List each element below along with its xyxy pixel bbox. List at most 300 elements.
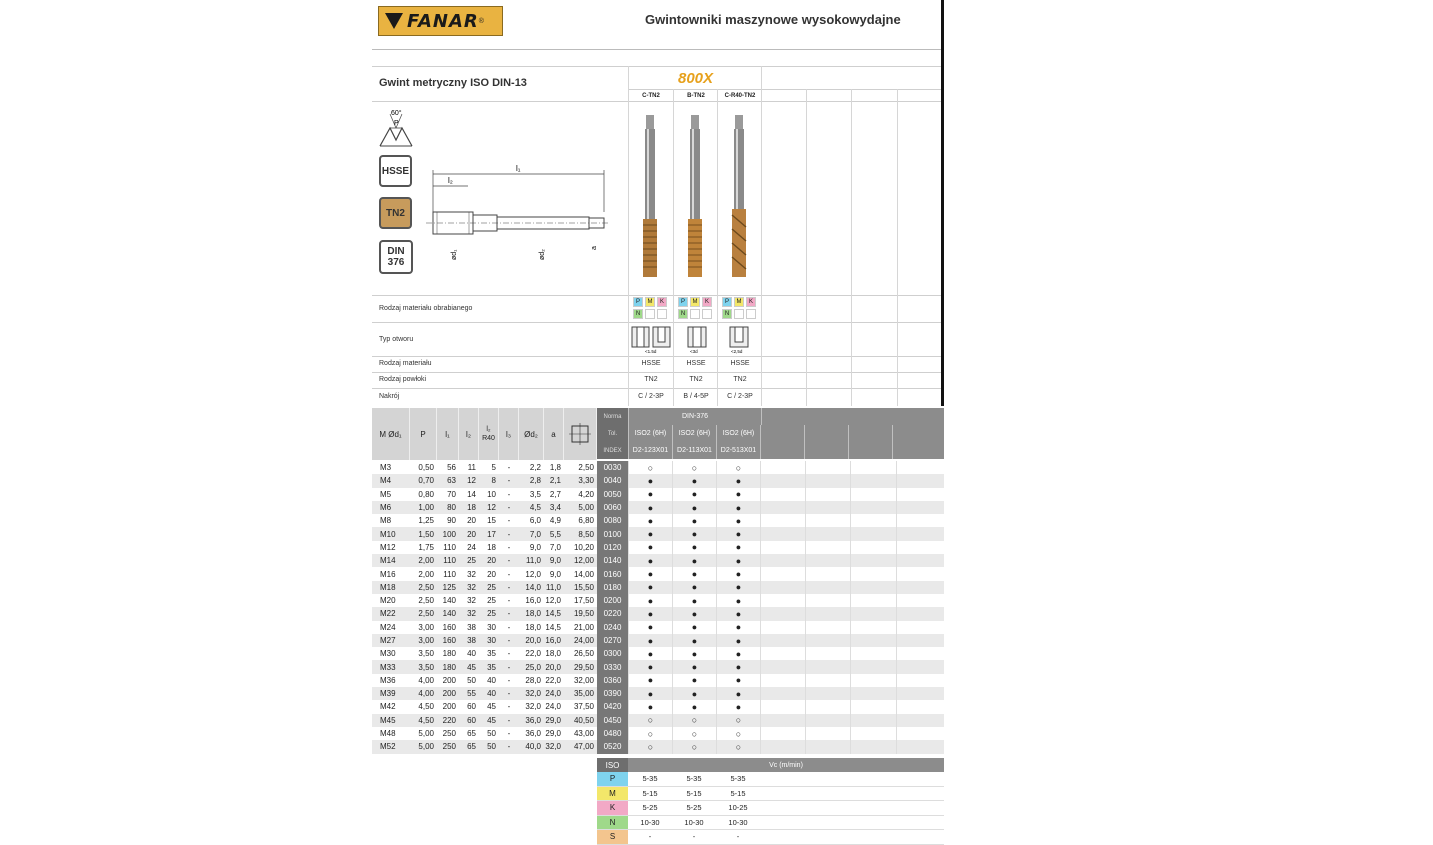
table-cell: M48 — [380, 729, 396, 739]
empty-cell — [805, 621, 850, 634]
empty-cell — [896, 554, 938, 567]
empty-cell — [760, 501, 805, 514]
availability-cell: ○ — [628, 461, 672, 474]
availability-cell: ● — [672, 621, 716, 634]
table-cell: 14,00 — [573, 569, 594, 579]
availability-cell: ● — [672, 687, 716, 700]
table-cell: 200 — [442, 689, 456, 699]
availability-cell: ● — [628, 687, 672, 700]
tolerance-3: ISO2 (6H) — [716, 425, 760, 442]
material-empty — [734, 309, 744, 319]
empty-cell — [896, 581, 938, 594]
availability-cell: ● — [672, 541, 716, 554]
availability-cell: ● — [716, 554, 760, 567]
table-cell: 11,0 — [526, 556, 541, 566]
empty-cell — [760, 700, 805, 713]
material-empty — [702, 309, 712, 319]
table-cell: 40 — [487, 675, 496, 685]
empty-cell — [850, 700, 896, 713]
table-cell: - — [507, 503, 511, 513]
empty-cell — [896, 647, 938, 660]
empty-cell — [760, 740, 805, 753]
chamfer-2: B / 4-5P — [683, 393, 709, 400]
empty-header — [804, 442, 848, 459]
empty-cell — [850, 647, 896, 660]
norma-label: Norma — [597, 408, 628, 425]
table-cell: 28,0 — [525, 675, 541, 685]
tool-code-1: C-TN2 — [642, 93, 660, 99]
table-row — [372, 554, 944, 567]
table-cell: M30 — [380, 649, 396, 659]
empty-cell — [850, 621, 896, 634]
empty-cell — [896, 621, 938, 634]
availability-cell: ● — [628, 594, 672, 607]
table-cell: 20,0 — [545, 662, 561, 672]
availability-cell: ● — [672, 674, 716, 687]
pitch-label: P — [394, 120, 399, 127]
divider — [372, 372, 941, 373]
empty-header — [761, 408, 944, 425]
tool-code-3: C-R40-TN2 — [724, 93, 756, 99]
empty-cell — [850, 527, 896, 540]
table-cell: 5,5 — [549, 529, 561, 539]
empty-cell — [760, 634, 805, 647]
table-cell: 32,0 — [525, 689, 541, 699]
material-empty — [746, 309, 756, 319]
table-cell: 50 — [487, 729, 496, 739]
availability-cell: ● — [716, 514, 760, 527]
empty-cell — [850, 674, 896, 687]
index-cell: 0520 — [597, 740, 628, 753]
empty-cell — [805, 527, 850, 540]
table-cell: - — [507, 636, 511, 645]
table-row — [372, 714, 944, 727]
empty-cell — [896, 714, 938, 727]
table-cell: 100 — [442, 529, 456, 539]
table-cell: M39 — [380, 689, 396, 699]
table-cell: 20 — [487, 556, 496, 566]
table-cell: M24 — [380, 622, 396, 632]
table-cell: 25 — [487, 582, 496, 592]
variant-table-header — [597, 408, 944, 459]
empty-cell — [850, 461, 896, 474]
column-line — [897, 89, 898, 406]
tolerance-2: ISO2 (6H) — [672, 425, 716, 442]
index-cell: 0330 — [597, 660, 628, 673]
index-cell: 0360 — [597, 674, 628, 687]
material-m: M — [645, 297, 655, 307]
din-badge: DIN 376 — [379, 240, 413, 274]
hole-type-icon-2 — [686, 326, 710, 354]
table-cell: 4,00 — [418, 689, 434, 699]
material-k: K — [746, 297, 756, 307]
table-row — [372, 674, 944, 687]
logo-text: FANAR — [407, 10, 479, 32]
divider — [372, 101, 941, 102]
d2-label: ød₂ — [539, 249, 546, 260]
availability-cell: ● — [628, 488, 672, 501]
table-cell: 24 — [467, 542, 476, 552]
cutting-speed-value: - — [736, 832, 740, 842]
empty-header — [804, 425, 848, 442]
availability-cell: ● — [628, 554, 672, 567]
empty-header — [848, 442, 892, 459]
index-cell: 0160 — [597, 567, 628, 580]
coating-3: TN2 — [733, 376, 747, 383]
table-row — [372, 634, 944, 647]
empty-cell — [850, 567, 896, 580]
dimension-table-body — [372, 461, 944, 754]
material-p: P — [722, 297, 732, 307]
table-cell: 32 — [467, 569, 476, 579]
empty-cell — [896, 660, 938, 673]
empty-cell — [805, 461, 850, 474]
table-cell: M6 — [380, 503, 392, 513]
availability-cell: ● — [628, 474, 672, 487]
index-cell: 0270 — [597, 634, 628, 647]
availability-cell: ● — [672, 660, 716, 673]
table-cell: 24,0 — [545, 702, 561, 712]
cutting-speed-table — [597, 758, 944, 845]
a-label: a — [591, 246, 598, 250]
availability-cell: ● — [628, 501, 672, 514]
document-title: Gwintowniki maszynowe wysokowydajne — [645, 12, 901, 27]
table-row — [372, 687, 944, 700]
logo-v-icon — [385, 13, 403, 29]
empty-cell — [896, 501, 938, 514]
prop-label-workpiece-material: Rodzaj materiału obrabianego — [379, 305, 473, 312]
table-row — [372, 527, 944, 540]
table-cell: 0,50 — [418, 463, 434, 473]
fanar-logo — [378, 6, 503, 36]
index-cell: 0200 — [597, 594, 628, 607]
empty-cell — [805, 514, 850, 527]
empty-cell — [805, 674, 850, 687]
availability-cell: ○ — [672, 461, 716, 474]
availability-cell: ○ — [672, 714, 716, 727]
table-cell: 18 — [487, 542, 496, 552]
table-cell: 10 — [487, 489, 496, 499]
table-cell: 12,00 — [573, 556, 594, 566]
table-cell: 40 — [487, 689, 496, 699]
availability-cell: ● — [672, 501, 716, 514]
d1-label: ød₁ — [451, 249, 458, 260]
table-cell: - — [507, 675, 511, 685]
table-cell: M20 — [380, 596, 396, 606]
availability-cell: ○ — [716, 714, 760, 727]
table-cell: - — [507, 622, 511, 632]
table-cell: 1,50 — [418, 529, 434, 539]
cutting-speed-rows — [597, 772, 944, 845]
table-cell: 2,50 — [418, 609, 434, 619]
material-n: N — [722, 309, 732, 319]
empty-cell — [760, 527, 805, 540]
empty-cell — [805, 687, 850, 700]
table-cell: - — [507, 516, 511, 526]
empty-cell — [896, 700, 938, 713]
empty-cell — [760, 647, 805, 660]
index-cell: 0390 — [597, 687, 628, 700]
vc-label: Vc (m/min) — [769, 761, 803, 769]
coating-1: TN2 — [644, 376, 658, 383]
material-k: K — [702, 297, 712, 307]
empty-cell — [850, 634, 896, 647]
table-cell: 70 — [447, 489, 456, 499]
table-cell: 3,00 — [418, 636, 434, 645]
availability-cell: ● — [628, 567, 672, 580]
table-row — [372, 621, 944, 634]
table-cell: 16,0 — [545, 636, 561, 645]
chamfer-3: C / 2-3P — [727, 393, 753, 400]
table-cell: 6,80 — [578, 516, 594, 526]
table-cell: 140 — [442, 596, 456, 606]
table-row — [372, 474, 944, 487]
table-cell: - — [507, 489, 511, 499]
table-cell: 35 — [487, 662, 496, 672]
table-cell: 14,0 — [525, 582, 541, 592]
table-cell: - — [507, 542, 511, 552]
empty-cell — [850, 501, 896, 514]
page-border — [941, 0, 944, 406]
empty-cell — [760, 687, 805, 700]
header-a: a — [544, 408, 564, 460]
prop-label-chamfer: Nakrój — [379, 393, 400, 400]
empty-cell — [760, 674, 805, 687]
table-cell: 110 — [443, 542, 456, 552]
prop-label-tool-material: Rodzaj materiału — [379, 360, 432, 367]
table-cell: - — [507, 715, 511, 725]
empty-cell — [760, 554, 805, 567]
table-cell: 45 — [487, 715, 496, 725]
divider — [372, 388, 941, 389]
table-row — [372, 607, 944, 620]
table-cell: 17,50 — [573, 596, 594, 606]
table-cell: 50 — [487, 742, 496, 752]
table-cell: - — [507, 476, 511, 486]
index-cell: 0040 — [597, 474, 628, 487]
table-cell: 20 — [487, 569, 496, 579]
availability-cell: ● — [628, 621, 672, 634]
tap-technical-drawing — [424, 160, 614, 260]
table-cell: 2,00 — [418, 569, 434, 579]
availability-cell: ○ — [716, 740, 760, 753]
table-cell: 25 — [487, 596, 496, 606]
table-cell: 56 — [447, 463, 456, 473]
availability-cell: ● — [672, 700, 716, 713]
table-row — [372, 727, 944, 740]
table-cell: 3,30 — [578, 476, 594, 486]
index-cell: 0450 — [597, 714, 628, 727]
table-cell: 18,0 — [525, 622, 541, 632]
empty-cell — [760, 660, 805, 673]
table-cell: 20 — [467, 516, 476, 526]
availability-cell: ● — [716, 700, 760, 713]
table-cell: 40,50 — [573, 715, 594, 725]
availability-cell: ● — [628, 581, 672, 594]
empty-cell — [805, 554, 850, 567]
table-cell: 7,0 — [549, 542, 561, 552]
iso-label: ISO — [597, 758, 628, 772]
table-cell: 4,5 — [529, 503, 541, 513]
table-cell: 2,2 — [529, 463, 541, 473]
table-cell: 29,0 — [545, 729, 561, 739]
table-cell: - — [507, 582, 511, 592]
empty-cell — [850, 714, 896, 727]
header-size: M Ød₁ — [372, 408, 410, 460]
cutting-speed-row — [597, 816, 944, 831]
table-cell: M52 — [380, 742, 396, 752]
table-row — [372, 581, 944, 594]
empty-cell — [896, 634, 938, 647]
empty-cell — [760, 541, 805, 554]
divider — [628, 89, 941, 90]
divider — [372, 322, 941, 323]
availability-cell: ● — [672, 581, 716, 594]
empty-header — [892, 425, 944, 442]
empty-cell — [896, 727, 938, 740]
table-cell: 5 — [491, 463, 496, 473]
table-cell: 8,50 — [578, 529, 594, 539]
empty-cell — [896, 687, 938, 700]
table-row — [372, 501, 944, 514]
table-cell: 36,0 — [525, 715, 541, 725]
section-title: Gwint metryczny ISO DIN-13 — [379, 77, 527, 89]
cutting-speed-row — [597, 772, 944, 787]
table-cell: M10 — [380, 529, 396, 539]
table-cell: 12,0 — [545, 596, 561, 606]
empty-cell — [760, 714, 805, 727]
empty-cell — [760, 607, 805, 620]
availability-cell: ● — [672, 647, 716, 660]
table-cell: 2,50 — [578, 463, 594, 473]
table-cell: 4,20 — [578, 489, 594, 499]
empty-cell — [805, 607, 850, 620]
table-cell: - — [507, 662, 511, 672]
index-cell: 0050 — [597, 488, 628, 501]
table-cell: - — [507, 529, 511, 539]
cutting-speed-value: 5-25 — [642, 803, 658, 813]
table-cell: M4 — [380, 476, 392, 486]
header-l2: l₂ — [459, 408, 479, 460]
material-empty — [690, 309, 700, 319]
availability-cell: ● — [672, 527, 716, 540]
iso-group: M — [597, 787, 628, 801]
availability-cell: ○ — [628, 727, 672, 740]
table-cell: 250 — [442, 742, 456, 752]
availability-cell: ● — [672, 488, 716, 501]
availability-cell: ● — [628, 660, 672, 673]
prop-label-hole-type: Typ otworu — [379, 336, 414, 343]
empty-cell — [896, 607, 938, 620]
iso-group: K — [597, 801, 628, 815]
column-line — [761, 66, 762, 406]
empty-cell — [850, 581, 896, 594]
header-square-icon — [564, 408, 597, 460]
header-divider — [372, 49, 941, 50]
table-cell: 19,50 — [573, 609, 594, 619]
table-cell: 38 — [467, 636, 476, 645]
column-line — [806, 89, 807, 406]
empty-cell — [805, 740, 850, 753]
table-row — [372, 660, 944, 673]
table-cell: 25 — [487, 609, 496, 619]
empty-cell — [805, 541, 850, 554]
table-cell: 4,9 — [549, 516, 561, 526]
availability-cell: ● — [672, 594, 716, 607]
table-cell: 1,8 — [549, 463, 561, 473]
table-cell: 2,8 — [529, 476, 541, 486]
table-cell: 32,00 — [573, 675, 594, 685]
empty-cell — [805, 647, 850, 660]
registered-icon: ® — [478, 17, 484, 25]
empty-cell — [896, 527, 938, 540]
index-cell: 0080 — [597, 514, 628, 527]
table-cell: M14 — [380, 556, 396, 566]
column-line — [628, 66, 629, 406]
availability-cell: ● — [716, 607, 760, 620]
table-cell: 32 — [467, 609, 476, 619]
table-cell: - — [507, 729, 511, 739]
cutting-speed-value: 5-35 — [730, 774, 746, 784]
table-cell: - — [507, 702, 511, 712]
table-cell: 65 — [467, 742, 476, 752]
table-cell: - — [507, 596, 511, 606]
empty-cell — [760, 594, 805, 607]
header-d2: Ød₂ — [519, 408, 544, 460]
table-cell: 12 — [467, 476, 476, 486]
empty-cell — [805, 634, 850, 647]
empty-cell — [760, 514, 805, 527]
cutting-speed-value: 5-35 — [642, 774, 658, 784]
empty-header — [760, 442, 804, 459]
table-cell: 60 — [467, 715, 476, 725]
cutting-speed-value: 5-35 — [686, 774, 702, 784]
availability-cell: ● — [672, 554, 716, 567]
table-cell: - — [507, 569, 511, 579]
availability-cell: ● — [716, 647, 760, 660]
table-cell: 32 — [467, 596, 476, 606]
table-cell: 5,00 — [418, 742, 434, 752]
table-cell: M16 — [380, 569, 396, 579]
table-cell: 35,00 — [573, 689, 594, 699]
availability-cell: ● — [716, 501, 760, 514]
hole-note-3: <2,5d — [731, 349, 743, 354]
material-grid-2 — [678, 297, 712, 319]
table-cell: 63 — [447, 476, 456, 486]
table-cell: 80 — [447, 503, 456, 513]
index-2: D2-113X01 — [672, 442, 716, 459]
cutting-speed-value: 5-15 — [686, 788, 702, 798]
table-cell: 180 — [442, 662, 456, 672]
empty-cell — [896, 740, 938, 753]
cutting-speed-row — [597, 830, 944, 845]
empty-cell — [850, 541, 896, 554]
table-row — [372, 700, 944, 713]
table-cell: - — [507, 556, 511, 566]
availability-cell: ● — [672, 634, 716, 647]
hole-type-icon-1 — [631, 326, 675, 354]
table-cell: 200 — [442, 702, 456, 712]
cutting-speed-row — [597, 787, 944, 802]
index-cell: 0480 — [597, 727, 628, 740]
availability-cell: ● — [672, 567, 716, 580]
table-row — [372, 461, 944, 474]
availability-cell: ● — [628, 541, 672, 554]
table-cell: 12,0 — [525, 569, 541, 579]
index-cell: 0060 — [597, 501, 628, 514]
table-cell: 20 — [467, 529, 476, 539]
index-cell: 0240 — [597, 621, 628, 634]
